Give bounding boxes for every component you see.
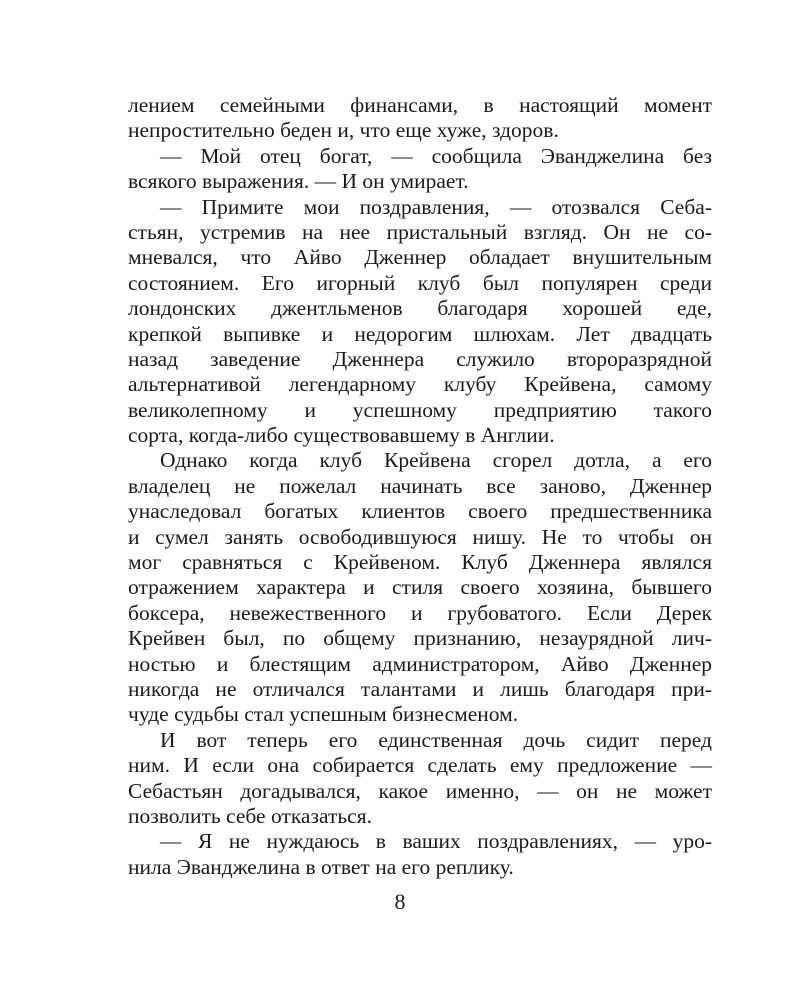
text-line: ностью и блестящим администратором, Айво Дженнер xyxy=(128,651,712,676)
page-number: 8 xyxy=(394,889,406,914)
text-line: — Я не нуждаюсь в ваших поздравлениях, — уро- xyxy=(160,829,712,854)
text-line: сорта, когда-либо существовавшему в Англии. xyxy=(128,423,555,448)
text-line: назад заведение Дженнера служило второразрядной xyxy=(128,346,712,371)
text-line: непростительно беден и, что еще хуже, здоров. xyxy=(128,118,559,143)
text-line: и сумел занять освободившуюся нишу. Не то чтобы он xyxy=(128,524,712,549)
text-line: Крейвен был, по общему признанию, незаурядной лич- xyxy=(128,626,712,651)
text-line: всякого выражения. — И он умирает. xyxy=(128,169,469,194)
text-line: — Мой отец богат, — сообщила Эванджелина без xyxy=(160,143,712,168)
text-line: Себастьян догадывался, какое именно, — он не может xyxy=(128,778,712,803)
text-line: Однако когда клуб Крейвена сгорел дотла, а его xyxy=(160,448,712,473)
text-line: — Примите мои поздравления, — отозвался Себа- xyxy=(160,194,712,219)
text-line: владелец не пожелал начинать все заново, Дженнер xyxy=(128,473,712,498)
text-line: мог сравняться с Крейвеном. Клуб Дженнера являлся xyxy=(128,550,712,575)
text-line: мневался, что Айво Дженнер обладает внушительным xyxy=(128,245,712,270)
text-line: позволить себе отказаться. xyxy=(128,803,372,828)
text-line: ним. И если она собирается сделать ему предложение — xyxy=(128,753,712,778)
text-line: боксера, невежественного и грубоватого. Если Дерек xyxy=(128,600,712,625)
text-line: никогда не отличался талантами и лишь благодаря при- xyxy=(128,676,712,701)
text-line: лением семейными финансами, в настоящий момент xyxy=(128,93,712,117)
text-line: чуде судьбы стал успешным бизнесменом. xyxy=(128,702,519,727)
text-line: лондонских джентльменов благодаря хорошей еде, xyxy=(128,296,712,321)
text-line: И вот теперь его единственная дочь сидит перед xyxy=(160,727,712,752)
text-line: нила Эванджелина в ответ на его реплику. xyxy=(128,854,514,879)
page-text-block xyxy=(128,93,712,880)
text-line: крепкой выпивке и недорогим шлюхам. Лет двадцать xyxy=(128,321,712,346)
text-line: альтернативой легендарному клубу Крейвена, самому xyxy=(128,372,712,397)
text-line: состоянием. Его игорный клуб был популярен среди xyxy=(128,270,712,295)
text-line: унаследовал богатых клиентов своего предшественника xyxy=(128,499,712,524)
text-line: отражением характера и стиля своего хозяина, бывшего xyxy=(128,575,712,600)
text-line: великолепному и успешному предприятию такого xyxy=(128,397,712,422)
text-line: стьян, устремив на нее пристальный взгляд. Он не со- xyxy=(128,219,712,244)
